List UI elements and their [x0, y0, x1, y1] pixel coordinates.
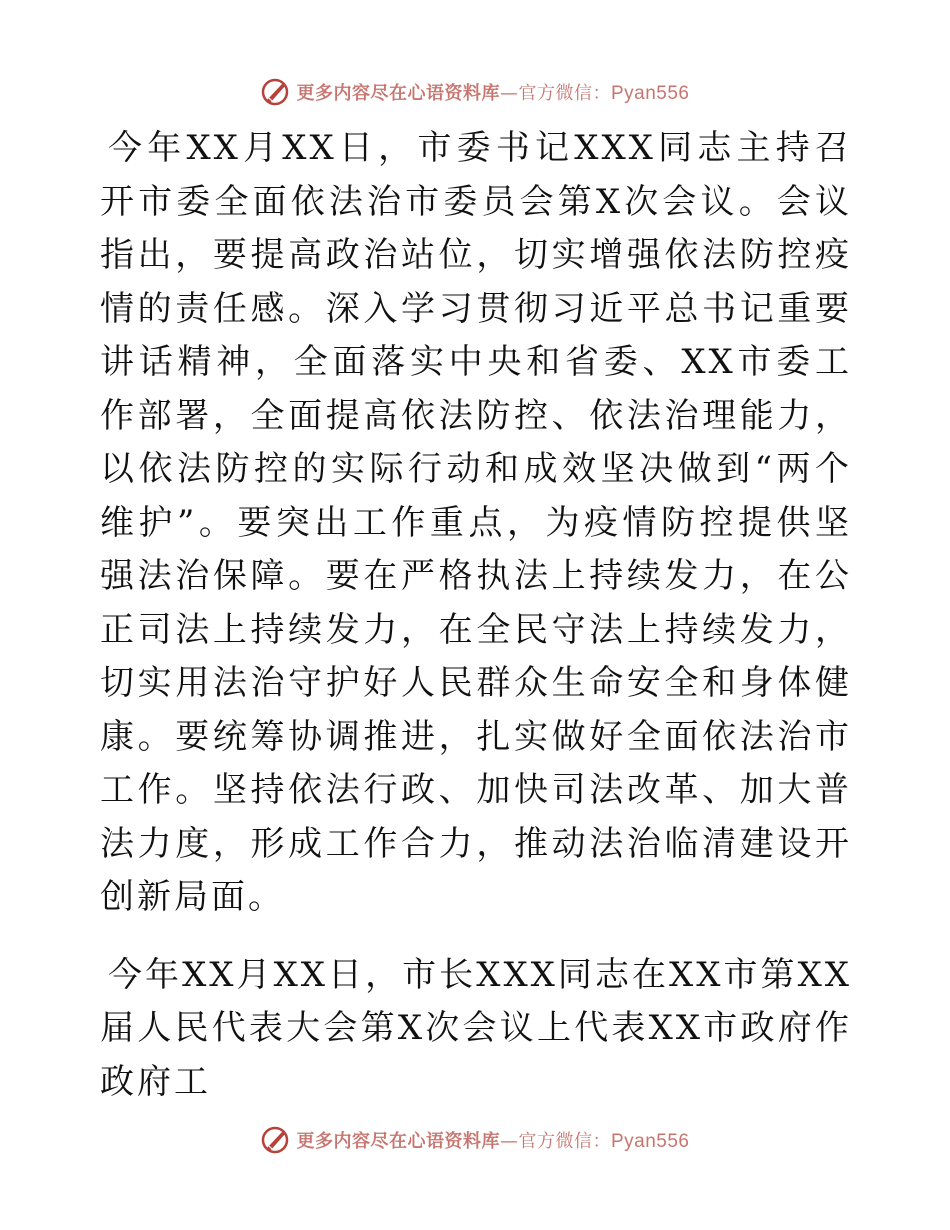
watermark-official-label: 官方微信： — [518, 83, 611, 104]
watermark-footer — [0, 1120, 950, 1160]
quill-logo-icon — [260, 77, 290, 107]
watermark-wechat-id: Pyan556 — [610, 83, 690, 104]
watermark-text — [296, 1127, 689, 1153]
watermark-wechat-id: Pyan556 — [610, 1131, 690, 1152]
paragraph-1: 今年XX月XX日，市委书记XXX同志主持召开市委全面依法治市委员会第X次会议。会议指出，要提高政治站位，切实增强依法防控疫情的责任感。深入学习贯彻习近平总书记重要讲话精神，全面落实中央和省委、XX市委工作部署，全面提高依法防控、依法治理能力，以依法防控的实际行动和成效坚决做到“两个维护”。要突出工作重点，为疫情防控提供坚强法治保障。要在严格执法上持续发力，在公正司法上持续发力，在全民守法上持续发力，切实用法治守护好人民群众生命安全和身体健康。要统筹协调推进，扎实做好全面依法治市工作。坚持依法行政、加快司法改革、加大普法力度，形成工作合力，推动法治临清建设开创新局面。 — [100, 128, 852, 917]
watermark-official-label: 官方微信： — [518, 1131, 611, 1152]
watermark-text — [296, 79, 689, 105]
watermark-main-text: 更多内容尽在心语资料库 — [296, 1131, 500, 1152]
paragraph-2: 今年XX月XX日，市长XXX同志在XX市第XX届人民代表大会第X次会议上代表XX市政府作政府工 — [100, 954, 852, 1102]
quill-logo-icon — [260, 1125, 290, 1155]
watermark-separator: — — [499, 1131, 519, 1152]
document-body — [100, 122, 852, 1109]
watermark-separator: — — [499, 83, 519, 104]
watermark-header — [0, 72, 950, 112]
watermark-main-text: 更多内容尽在心语资料库 — [296, 83, 500, 104]
